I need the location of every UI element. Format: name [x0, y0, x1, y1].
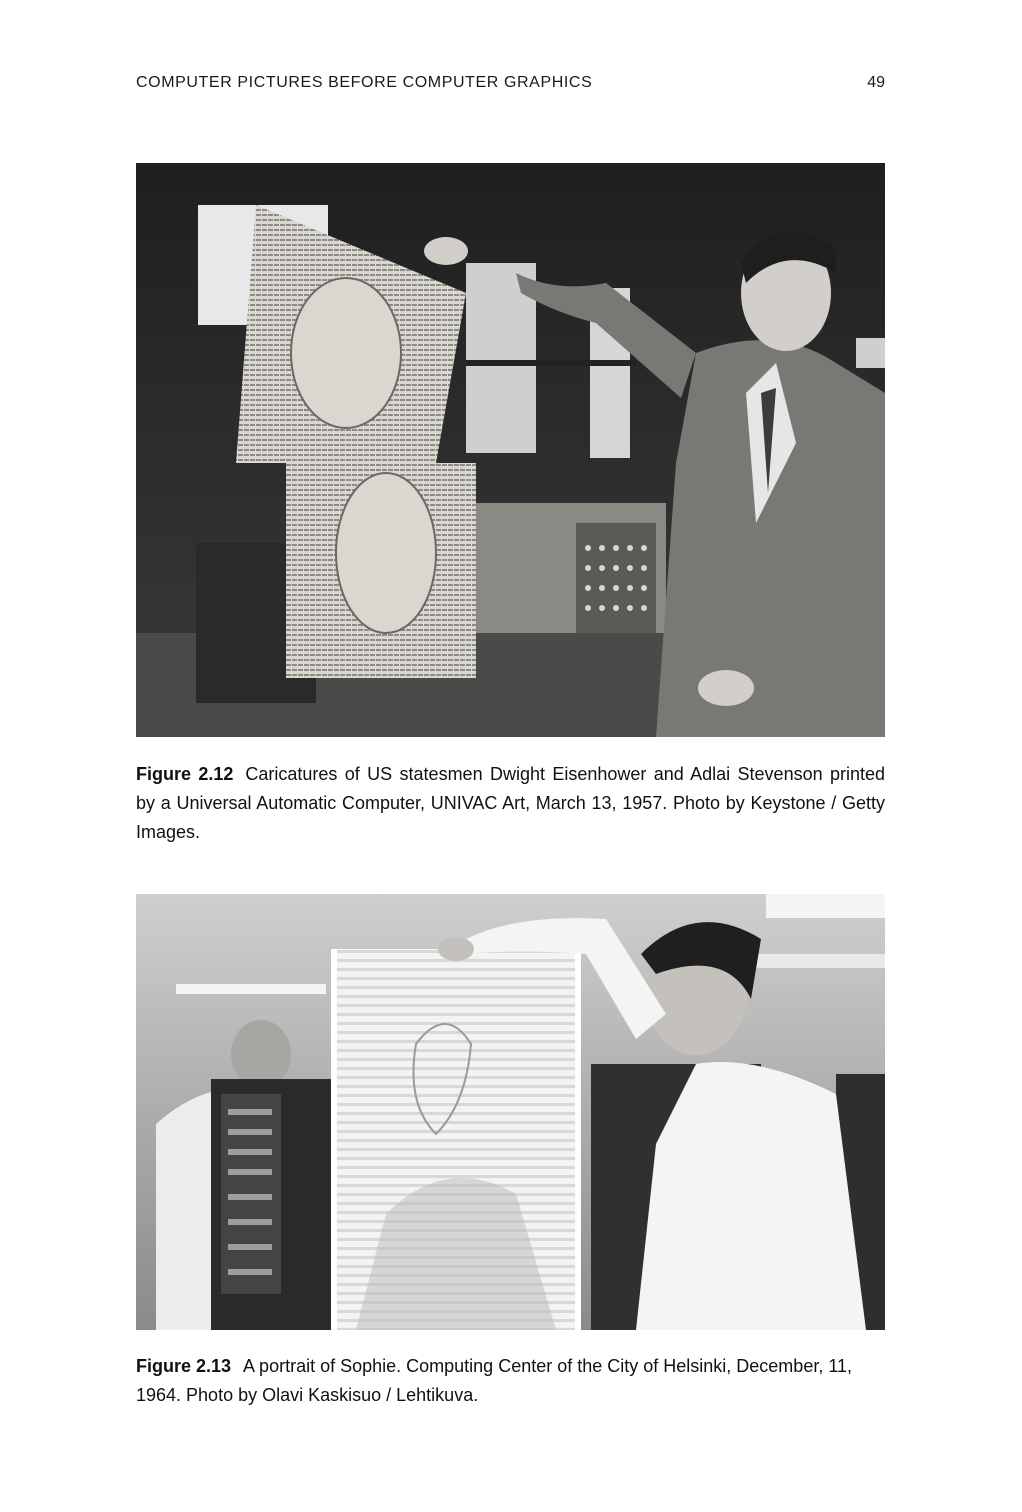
univac-caricature-photo — [136, 163, 885, 737]
caption-text: Caricatures of US statesmen Dwight Eisenhower and Adlai Stevenson printed by a Universal Automatic Computer, UNIVAC Art, March 13, 1957. Photo by Keystone / Getty Images. — [136, 764, 885, 842]
page-number: 49 — [867, 74, 885, 91]
figure-2-13-photo — [136, 894, 885, 1330]
sophie-portrait-photo — [136, 894, 885, 1330]
figure-label: Figure 2.13 — [136, 1356, 232, 1376]
page-header — [136, 74, 885, 96]
figure-2-12-caption — [136, 760, 885, 847]
caption-text: A portrait of Sophie. Computing Center of the City of Helsinki, December, 11, 1964. Photo by Olavi Kaskisuo / Lehtikuva. — [136, 1356, 853, 1405]
figure-2-13-caption — [136, 1352, 885, 1410]
running-head: COMPUTER PICTURES BEFORE COMPUTER GRAPHICS — [136, 74, 593, 91]
figure-2-12-photo — [136, 163, 885, 737]
figure-label: Figure 2.12 — [136, 764, 234, 784]
